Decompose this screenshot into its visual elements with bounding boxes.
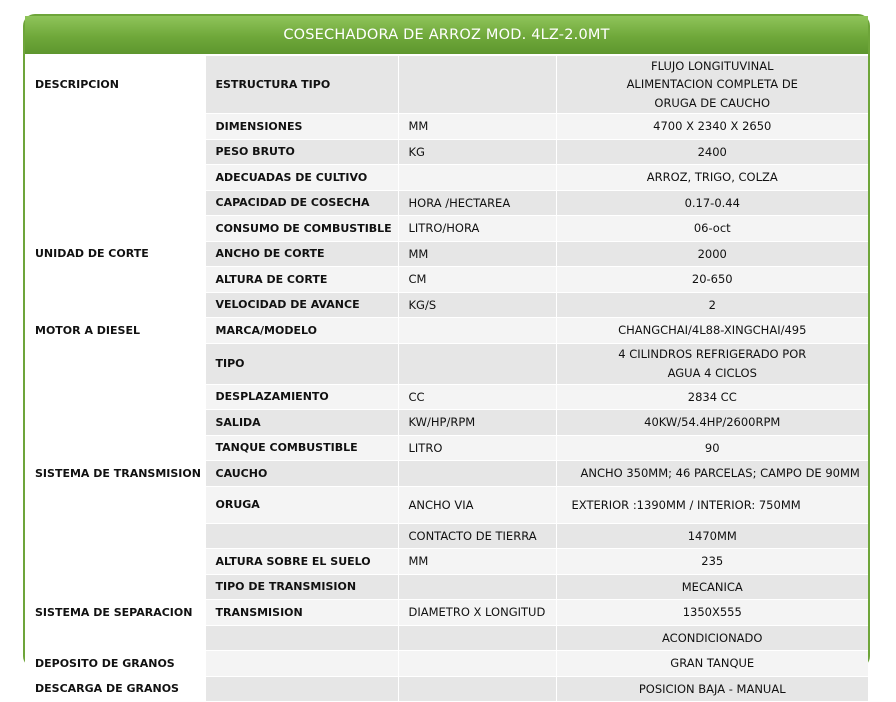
table-row bbox=[25, 292, 868, 318]
section-label: DEPOSITO DE GRANOS bbox=[25, 651, 205, 677]
section-label bbox=[25, 523, 205, 549]
section-label bbox=[25, 165, 205, 191]
param-label: ORUGA bbox=[205, 486, 398, 523]
section-label: DESCRIPCION bbox=[25, 56, 205, 114]
param-label bbox=[205, 625, 398, 651]
section-label bbox=[25, 574, 205, 600]
table-row bbox=[25, 600, 868, 626]
table-row bbox=[25, 114, 868, 140]
param-label bbox=[205, 676, 398, 702]
unit-cell bbox=[398, 625, 556, 651]
value-line: FLUJO LONGITUVINAL bbox=[651, 58, 774, 73]
value-line: ORUGA DE CAUCHO bbox=[654, 95, 771, 110]
table-row bbox=[25, 165, 868, 191]
value-cell: 90 bbox=[556, 435, 868, 461]
param-label: TANQUE COMBUSTIBLE bbox=[205, 435, 398, 461]
table-row bbox=[25, 267, 868, 293]
value-cell: 1350X555 bbox=[556, 600, 868, 626]
unit-cell: CM bbox=[398, 267, 556, 293]
unit-cell bbox=[398, 574, 556, 600]
unit-cell: MM bbox=[398, 549, 556, 575]
param-label: ANCHO DE CORTE bbox=[205, 241, 398, 267]
table-row bbox=[25, 190, 868, 216]
spec-sheet bbox=[23, 14, 870, 696]
value-cell: MECANICA bbox=[556, 574, 868, 600]
unit-cell: MM bbox=[398, 241, 556, 267]
section-label bbox=[25, 190, 205, 216]
unit-cell bbox=[398, 165, 556, 191]
value-cell: 2834 CC bbox=[556, 384, 868, 410]
value-cell: 1470MM bbox=[556, 523, 868, 549]
value-cell: GRAN TANQUE bbox=[556, 651, 868, 677]
value-line: 4 CILINDROS REFRIGERADO POR bbox=[618, 347, 807, 361]
param-label: TIPO bbox=[205, 343, 398, 384]
unit-cell: KG/S bbox=[398, 292, 556, 318]
param-label: MARCA/MODELO bbox=[205, 318, 398, 344]
section-label: SISTEMA DE SEPARACION bbox=[25, 600, 205, 626]
param-label: SALIDA bbox=[205, 410, 398, 436]
table-row bbox=[25, 523, 868, 549]
unit-cell: LITRO bbox=[398, 435, 556, 461]
unit-cell: LITRO/HORA bbox=[398, 216, 556, 242]
unit-cell bbox=[398, 56, 556, 114]
value-cell: ARROZ, TRIGO, COLZA bbox=[556, 165, 868, 191]
param-label: CAPACIDAD DE COSECHA bbox=[205, 190, 398, 216]
value-cell: 2 bbox=[556, 292, 868, 318]
unit-cell bbox=[398, 651, 556, 677]
spec-title: COSECHADORA DE ARROZ MOD. 4LZ-2.0MT bbox=[25, 16, 868, 56]
unit-cell bbox=[398, 676, 556, 702]
unit-cell: CC bbox=[398, 384, 556, 410]
unit-cell: DIAMETRO X LONGITUD bbox=[398, 600, 556, 626]
section-label bbox=[25, 410, 205, 436]
param-label: ESTRUCTURA TIPO bbox=[205, 56, 398, 114]
section-label bbox=[25, 216, 205, 242]
unit-cell: ANCHO VIA bbox=[398, 486, 556, 523]
table-row bbox=[25, 56, 868, 114]
section-label: UNIDAD DE CORTE bbox=[25, 241, 205, 267]
table-row bbox=[25, 651, 868, 677]
section-label bbox=[25, 114, 205, 140]
section-label bbox=[25, 292, 205, 318]
table-row bbox=[25, 410, 868, 436]
section-label bbox=[25, 139, 205, 165]
value-cell: 0.17-0.44 bbox=[556, 190, 868, 216]
value-line: AGUA 4 CICLOS bbox=[667, 365, 757, 380]
section-label: SISTEMA DE TRANSMISION bbox=[25, 461, 205, 487]
value-cell: ACONDICIONADO bbox=[556, 625, 868, 651]
section-label bbox=[25, 625, 205, 651]
unit-cell: CONTACTO DE TIERRA bbox=[398, 523, 556, 549]
param-label: DESPLAZAMIENTO bbox=[205, 384, 398, 410]
param-label: ALTURA SOBRE EL SUELO bbox=[205, 549, 398, 575]
section-label: DESCARGA DE GRANOS bbox=[25, 676, 205, 702]
section-label: MOTOR A DIESEL bbox=[25, 318, 205, 344]
param-label: TRANSMISION bbox=[205, 600, 398, 626]
value-cell: 06-oct bbox=[556, 216, 868, 242]
table-row bbox=[25, 625, 868, 651]
unit-cell: MM bbox=[398, 114, 556, 140]
spec-table bbox=[25, 56, 868, 702]
value-cell: EXTERIOR :1390MM / INTERIOR: 750MM bbox=[556, 486, 868, 523]
value-cell: ANCHO 350MM; 46 PARCELAS; CAMPO DE 90MM bbox=[556, 461, 868, 487]
table-row bbox=[25, 461, 868, 487]
value-cell: 235 bbox=[556, 549, 868, 575]
section-label bbox=[25, 435, 205, 461]
value-cell: 20-650 bbox=[556, 267, 868, 293]
table-row bbox=[25, 216, 868, 242]
unit-cell: HORA /HECTAREA bbox=[398, 190, 556, 216]
param-label: VELOCIDAD DE AVANCE bbox=[205, 292, 398, 318]
param-label bbox=[205, 523, 398, 549]
param-label: CAUCHO bbox=[205, 461, 398, 487]
table-row bbox=[25, 435, 868, 461]
unit-cell: KG bbox=[398, 139, 556, 165]
table-row bbox=[25, 241, 868, 267]
value-cell: CHANGCHAI/4L88-XINGCHAI/495 bbox=[556, 318, 868, 344]
unit-cell bbox=[398, 461, 556, 487]
table-row bbox=[25, 574, 868, 600]
section-label bbox=[25, 384, 205, 410]
section-label bbox=[25, 486, 205, 523]
param-label bbox=[205, 651, 398, 677]
value-cell: 2000 bbox=[556, 241, 868, 267]
value-cell: 2400 bbox=[556, 139, 868, 165]
param-label: ALTURA DE CORTE bbox=[205, 267, 398, 293]
table-row bbox=[25, 486, 868, 523]
unit-cell bbox=[398, 343, 556, 384]
param-label: PESO BRUTO bbox=[205, 139, 398, 165]
param-label: CONSUMO DE COMBUSTIBLE bbox=[205, 216, 398, 242]
value-cell: POSICION BAJA - MANUAL bbox=[556, 676, 868, 702]
value-line: ALIMENTACION COMPLETA DE bbox=[626, 77, 798, 92]
unit-cell bbox=[398, 318, 556, 344]
param-label: DIMENSIONES bbox=[205, 114, 398, 140]
table-row bbox=[25, 384, 868, 410]
section-label bbox=[25, 549, 205, 575]
value-cell bbox=[556, 343, 868, 384]
value-cell: 40KW/54.4HP/2600RPM bbox=[556, 410, 868, 436]
section-label bbox=[25, 343, 205, 384]
table-row bbox=[25, 343, 868, 384]
table-row bbox=[25, 676, 868, 702]
param-label: ADECUADAS DE CULTIVO bbox=[205, 165, 398, 191]
table-row bbox=[25, 139, 868, 165]
value-cell: 4700 X 2340 X 2650 bbox=[556, 114, 868, 140]
table-row bbox=[25, 318, 868, 344]
section-label bbox=[25, 267, 205, 293]
param-label: TIPO DE TRANSMISION bbox=[205, 574, 398, 600]
unit-cell: KW/HP/RPM bbox=[398, 410, 556, 436]
value-cell bbox=[556, 56, 868, 114]
table-row bbox=[25, 549, 868, 575]
